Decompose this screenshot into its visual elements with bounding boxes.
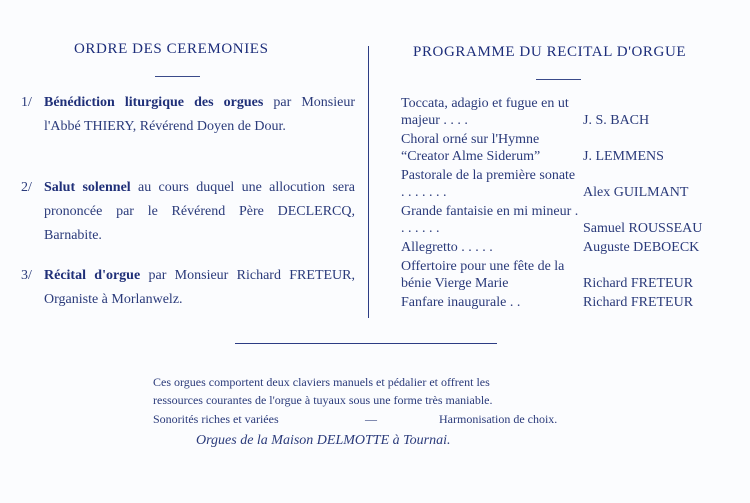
ceremonies-heading: ORDRE DES CEREMONIES [74, 41, 269, 57]
organ-description-line-1: Ces orgues comportent deux claviers manuels et pédalier et offrent les [153, 375, 490, 389]
ceremony-number: 3/ [21, 268, 32, 283]
programme-composer: Richard FRETEUR [583, 276, 694, 291]
organ-description-dash: — [365, 412, 377, 426]
ceremonies-heading-underline [155, 76, 200, 77]
programme-piece: Choral orné sur l'Hymne “Creator Alme Siderum” [401, 132, 541, 164]
programme-row [401, 203, 719, 237]
ceremony-title: Bénédiction liturgique des orgues [44, 95, 264, 110]
programme-row [401, 167, 719, 201]
column-divider [368, 46, 369, 318]
programme-row [401, 239, 719, 256]
ceremony-text: au cours duquel une allocution sera prononcée par le Révérend Père DECLERCQ, Barnabite. [44, 180, 355, 243]
programme-composer: Samuel ROUSSEAU [583, 221, 703, 236]
programme-composer: J. LEMMENS [583, 149, 664, 164]
organ-description [153, 374, 593, 430]
programme-list [401, 95, 721, 315]
programme-piece: Offertoire pour une fête de la bénie Vierge Marie [401, 259, 565, 291]
ceremony-title: Salut solennel [44, 180, 131, 195]
ceremony-number: 2/ [21, 180, 32, 195]
programme-piece: Allegretto . . . . . [401, 240, 493, 255]
programme-heading-underline [536, 79, 581, 80]
ceremony-item-3 [21, 264, 361, 312]
programme-row [401, 95, 719, 129]
section-divider [235, 343, 497, 344]
ceremony-item-1 [21, 91, 361, 163]
organ-description-line-3c: Harmonisation de choix. [439, 412, 558, 426]
programme-piece: Pastorale de la première sonate . . . . . . . [401, 168, 576, 200]
organ-description-line-3a: Sonorités riches et variées [153, 412, 279, 426]
programme-heading: PROGRAMME DU RECITAL D'ORGUE [413, 44, 687, 60]
programme-piece: Fanfare inaugurale . . [401, 295, 521, 310]
programme-composer: Auguste DEBOECK [583, 240, 700, 255]
ceremony-text: par Monsieur l'Abbé THIERY, Révérend Doyen de Dour. [44, 95, 355, 134]
organ-maker: Orgues de la Maison DELMOTTE à Tournai. [196, 433, 451, 448]
programme-row [401, 294, 719, 311]
programme-composer: Alex GUILMANT [583, 185, 689, 200]
ceremony-text: par Monsieur Richard FRETEUR, Organiste à Morlanwelz. [44, 268, 355, 307]
programme-row [401, 258, 719, 292]
organ-description-line-2: ressources courantes de l'orgue à tuyaux sous une forme très maniable. [153, 393, 493, 407]
ceremony-item-2 [21, 176, 361, 248]
programme-piece: Toccata, adagio et fugue en ut majeur . . . . [401, 96, 569, 128]
ceremony-title: Récital d'orgue [44, 268, 141, 283]
programme-row [401, 131, 719, 165]
ceremony-number: 1/ [21, 95, 32, 110]
programme-composer: J. S. BACH [583, 113, 650, 128]
programme-piece: Grande fantaisie en mi mineur . . . . . . . [401, 204, 579, 236]
programme-composer: Richard FRETEUR [583, 295, 694, 310]
